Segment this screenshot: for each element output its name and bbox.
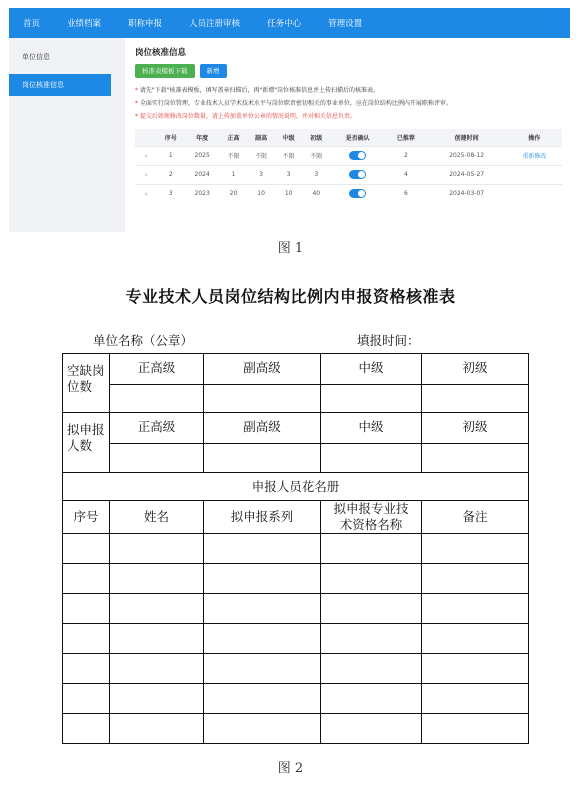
table-row <box>63 684 529 714</box>
figure-2-caption: 图 2 <box>277 761 304 776</box>
apply-vice-senior-cell[interactable] <box>204 444 321 473</box>
table-row: › 2 2024 1 3 3 3 4 2024-05-27 <box>135 165 562 184</box>
roster-title: 申报人员花名册 <box>63 473 529 501</box>
note-1: * 请先"下载"核准表模板，填写盖章扫描后，再"新增"岗位核准信息并上传扫描后的核准表。 <box>135 87 379 94</box>
expand-chevron-icon[interactable]: › <box>144 189 148 198</box>
nav-registration-review[interactable]: 人员注册审核 <box>189 19 241 29</box>
apply-row-values <box>63 444 529 473</box>
page-title: 岗位核准信息 <box>135 48 187 58</box>
add-button[interactable]: 新增 <box>200 64 227 78</box>
form-title: 专业技术人员岗位结构比例内申报资格核准表 <box>125 287 456 306</box>
sidebar-item-unit-info[interactable]: 单位信息 <box>22 53 50 61</box>
confirmed-toggle[interactable] <box>349 189 366 198</box>
table-row <box>63 564 529 594</box>
nav-title-application[interactable]: 职称申报 <box>128 19 163 29</box>
fill-time-label: 填报时间： <box>357 333 420 348</box>
nav-home[interactable]: 首页 <box>23 19 41 29</box>
sidebar-item-post-approval[interactable]: 岗位核准信息 <box>9 74 111 96</box>
col-year: 年度 <box>185 129 220 146</box>
nav-performance-archive[interactable]: 业绩档案 <box>67 19 102 29</box>
modify-link[interactable]: 重新修改 <box>507 146 562 165</box>
col-vice-senior: 副高 <box>247 129 275 146</box>
vacancy-senior-cell[interactable] <box>110 385 204 413</box>
top-navigation <box>9 8 570 38</box>
confirmed-toggle[interactable] <box>349 151 366 160</box>
nav-task-center[interactable]: 任务中心 <box>267 19 302 29</box>
figure-1-caption: 图 1 <box>277 241 304 256</box>
table-header <box>135 129 562 146</box>
vacancy-intermediate-cell[interactable] <box>321 385 422 413</box>
vacancy-label: 空缺岗位数 <box>63 354 110 413</box>
table-row: › 3 2023 20 10 10 40 6 2024-03-07 <box>135 184 562 203</box>
divider <box>111 38 125 232</box>
col-created-time: 创建时间 <box>427 129 507 146</box>
col-recommended: 已推荐 <box>385 129 426 146</box>
table-row <box>63 534 529 564</box>
download-template-button[interactable]: 核准表模板下载 <box>135 64 195 78</box>
vacancy-row-header: 空缺岗位数 正高级 副高级 中级 初级 <box>63 354 529 385</box>
main-content <box>125 38 570 232</box>
approval-form-table <box>62 353 529 744</box>
roster-header-row: 序号 姓名 拟申报系列 拟申报专业技术资格名称 备注 <box>63 501 529 534</box>
vacancy-vice-senior-cell[interactable] <box>204 385 321 413</box>
roster-title-row <box>63 473 529 501</box>
col-senior: 正高 <box>220 129 248 146</box>
table-row <box>63 624 529 654</box>
table-row <box>63 594 529 624</box>
vacancy-junior-cell[interactable] <box>422 385 529 413</box>
note-2: * 全面实行岗位管理、专业技术人员学术技术水平与岗位职责密切相关的事业单位，应在岗位结构比例内开展职称评审。 <box>135 100 452 107</box>
nav-management-settings[interactable]: 管理设置 <box>328 19 363 29</box>
confirmed-toggle[interactable] <box>349 170 366 179</box>
col-actions: 操作 <box>507 129 562 146</box>
unit-name-label: 单位名称（公章） <box>93 333 194 348</box>
post-approval-table <box>135 129 562 203</box>
vacancy-row-values <box>63 385 529 413</box>
table-row <box>63 714 529 744</box>
apply-intermediate-cell[interactable] <box>321 444 422 473</box>
note-3: * 提交后如须修改岗位数量，请上传加盖单位公章的情况说明，并对相关信息负责。 <box>135 113 356 120</box>
sidebar <box>9 38 111 232</box>
app-screenshot <box>9 8 570 232</box>
expand-chevron-icon[interactable]: › <box>144 170 148 179</box>
expand-chevron-icon[interactable]: › <box>144 151 148 160</box>
apply-label: 拟申报人数 <box>63 413 110 473</box>
col-junior: 初级 <box>302 129 330 146</box>
col-index: 序号 <box>157 129 185 146</box>
apply-senior-cell[interactable] <box>110 444 204 473</box>
apply-row-header: 拟申报人数 正高级 副高级 中级 初级 <box>63 413 529 444</box>
table-row: › 1 2025 不限 不限 不限 不限 2 2025-08-12 重新修改 <box>135 146 562 165</box>
col-confirmed: 是否确认 <box>330 129 385 146</box>
table-row <box>63 654 529 684</box>
apply-junior-cell[interactable] <box>422 444 529 473</box>
col-intermediate: 中级 <box>275 129 303 146</box>
